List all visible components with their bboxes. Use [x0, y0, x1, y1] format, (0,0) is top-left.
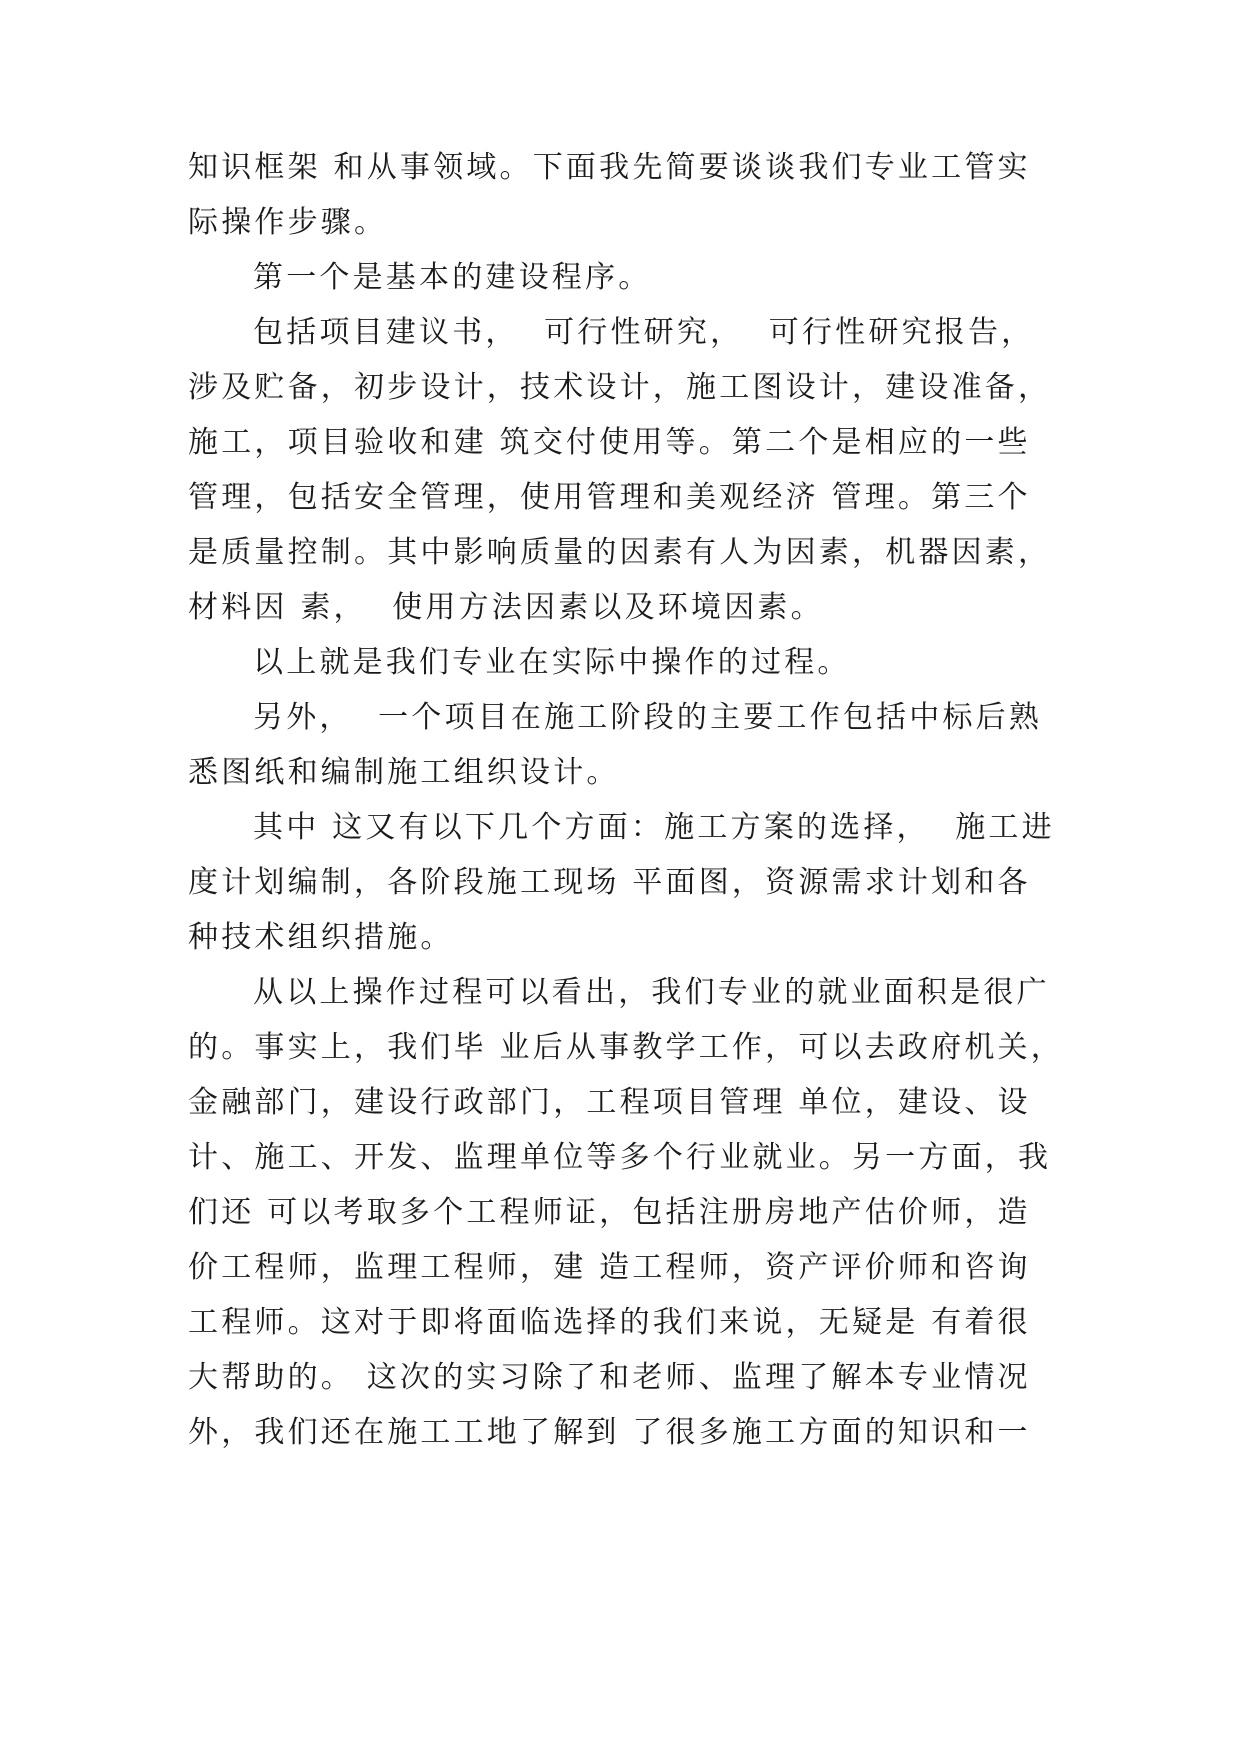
text-line: 度计划编制，各阶段施工现场 平面图，资源需求计划和各 [188, 865, 1031, 900]
text-line: 涉及贮备，初步设计，技术设计，施工图设计，建设准备， [188, 370, 1052, 405]
text-line: 外，我们还在施工工地了解到 了很多施工方面的知识和一 [188, 1415, 1031, 1450]
text-line: 施工，项目验收和建 筑交付使用等。第二个是相应的一些 [188, 425, 1031, 460]
text-line: 们还 可以考取多个工程师证，包括注册房地产估价师，造 [188, 1195, 1031, 1230]
text-line: 际操作步骤。 [188, 205, 388, 240]
text-line: 知识框架 和从事领域。下面我先简要谈谈我们专业工管实 [188, 150, 1031, 185]
text-line: 种技术组织措施。 [188, 920, 454, 955]
paragraph-start-line: 以上就是我们专业在实际中操作的过程。 [253, 645, 851, 680]
paragraph-start-line: 从以上操作过程可以看出，我们专业的就业面积是很广 [253, 975, 1050, 1010]
paragraph-start-line: 其中 这又有以下几个方面：施工方案的选择， 施工进 [253, 810, 1055, 845]
text-line: 是质量控制。其中影响质量的因素有人为因素，机器因素， [188, 535, 1052, 570]
text-line: 管理，包括安全管理，使用管理和美观经济 管理。第三个 [188, 480, 1031, 515]
paragraph-start-line: 第一个是基本的建设程序。 [253, 260, 652, 295]
text-line: 计、施工、开发、监理单位等多个行业就业。另一方面，我 [188, 1140, 1052, 1175]
paragraph-start-line: 另外， 一个项目在施工阶段的主要工作包括中标后熟 [253, 700, 1043, 735]
paragraph-start-line: 包括项目建议书， 可行性研究， 可行性研究报告， [253, 315, 1035, 350]
text-line: 的。事实上，我们毕 业后从事教学工作，可以去政府机关， [188, 1030, 1064, 1065]
text-line: 工程师。这对于即将面临选择的我们来说，无疑是 有着很 [188, 1305, 1031, 1340]
text-line: 材料因 素， 使用方法因素以及环境因素。 [188, 590, 824, 625]
text-line: 价工程师，监理工程师，建 造工程师，资产评价师和咨询 [188, 1250, 1031, 1285]
text-line: 大帮助的。 这次的实习除了和老师、监理了解本专业情况 [188, 1360, 1031, 1395]
text-line: 金融部门，建设行政部门，工程项目管理 单位，建设、设 [188, 1085, 1031, 1120]
text-line: 悉图纸和编制施工组织设计。 [188, 755, 620, 790]
